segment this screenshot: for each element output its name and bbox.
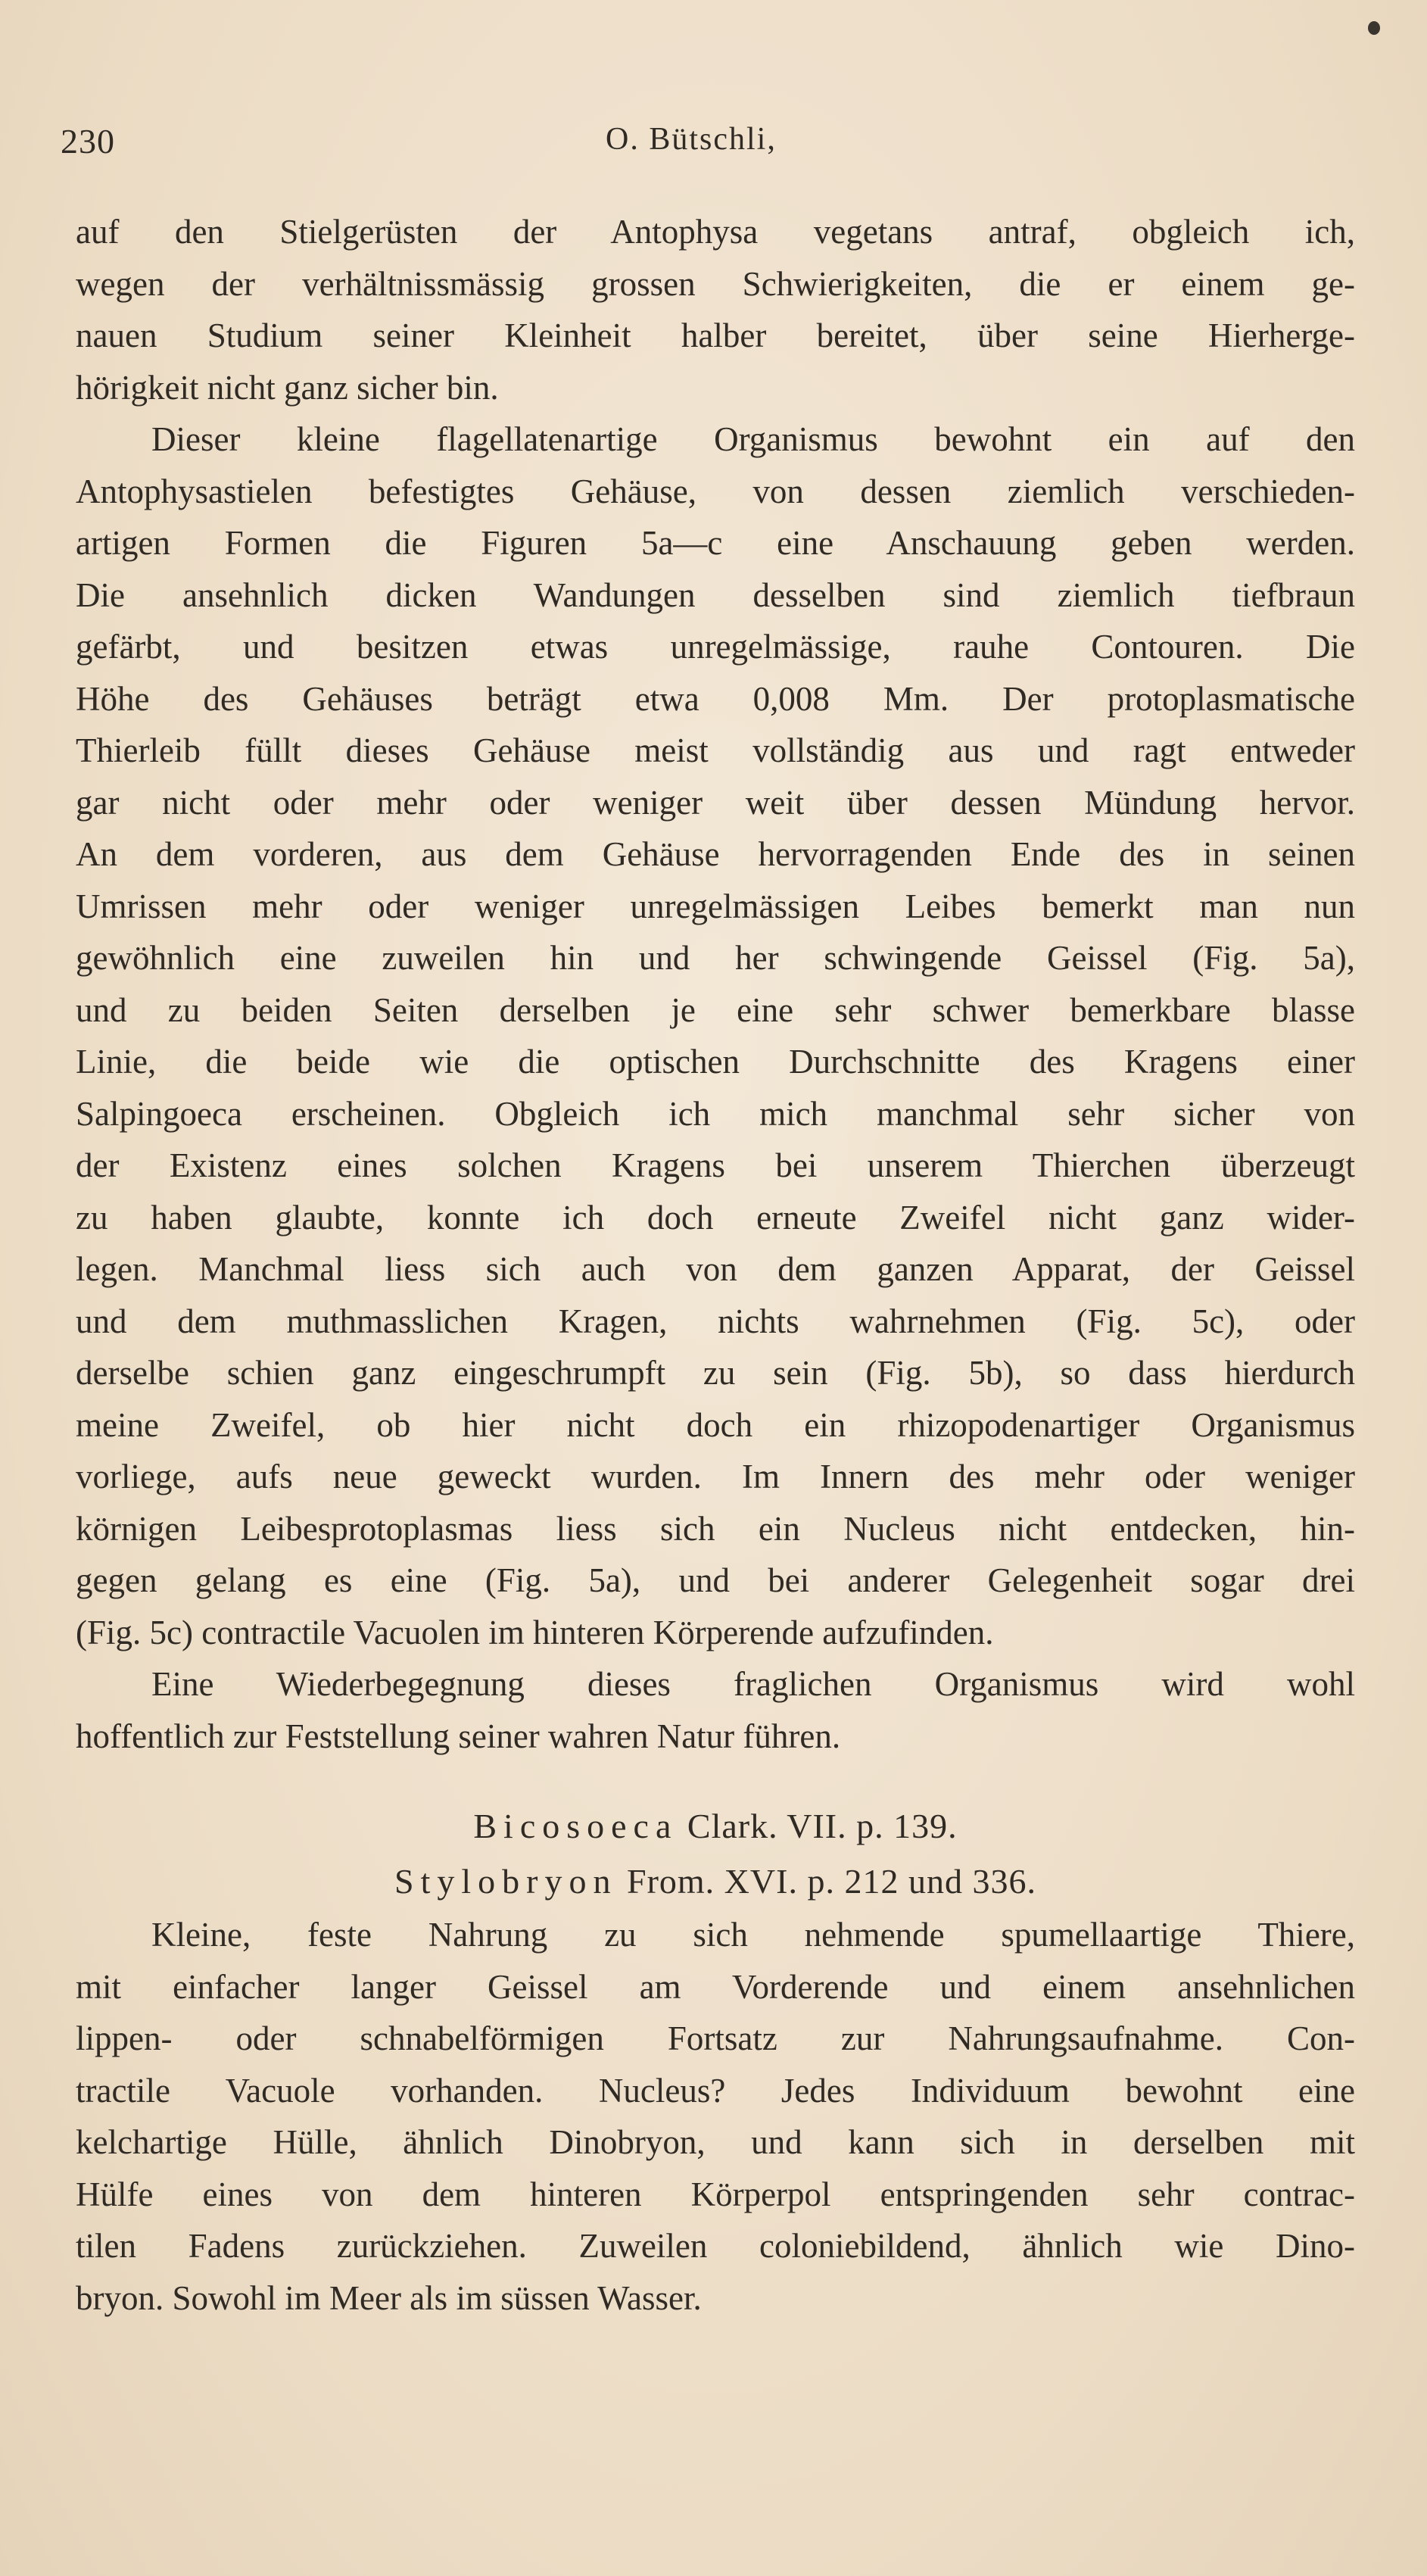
paragraph-3 <box>76 1658 1355 1762</box>
paragraph-1 <box>76 206 1355 413</box>
text-line: legen. Manchmal liess sich auch von dem ganzen Apparat, der Geissel <box>76 1250 1355 1288</box>
running-title: O. Bütschli, <box>606 122 777 157</box>
genus-name: Stylobryon <box>394 1862 618 1901</box>
text-line: tractile Vacuole vorhanden. Nucleus? Jedes Individuum bewohnt eine <box>76 2071 1355 2110</box>
genus-reference: From. XVI. p. 212 und 336. <box>627 1862 1036 1901</box>
body-text <box>76 206 1355 2324</box>
text-line: vorliege, aufs neue geweckt wurden. Im Innern des mehr oder weniger <box>76 1458 1355 1495</box>
text-line: (Fig. 5c) contractile Vacuolen im hinteren Körperende aufzufinden. <box>76 1613 994 1651</box>
text-line: Eine Wiederbegegnung dieses fraglichen Organismus wird wohl <box>151 1665 1355 1703</box>
text-line: Umrissen mehr oder weniger unregelmässigen Leibes bemerkt man nun <box>76 887 1355 925</box>
text-line: gewöhnlich eine zuweilen hin und her schwingende Geissel (Fig. 5a), <box>76 939 1355 977</box>
text-line: gegen gelang es eine (Fig. 5a), und bei anderer Gelegenheit sogar drei <box>76 1561 1355 1599</box>
paragraph-4 <box>76 1909 1355 2324</box>
text-line: Höhe des Gehäuses beträgt etwa 0,008 Mm. Der protoplasmatische <box>76 679 1355 718</box>
text-line: meine Zweifel, ob hier nicht doch ein rhizopodenartiger Organismus <box>76 1405 1355 1444</box>
section-heading-bicosoeca <box>76 1798 1355 1854</box>
text-line: zu haben glaubte, konnte ich doch erneute Zweifel nicht ganz wider- <box>76 1198 1355 1237</box>
text-line: der Existenz eines solchen Kragens bei unserem Thierchen überzeugt <box>76 1146 1355 1184</box>
text-line: und dem muthmasslichen Kragen, nichts wahrnehmen (Fig. 5c), oder <box>76 1302 1355 1340</box>
text-line: Die ansehnlich dicken Wandungen desselben sind ziemlich tiefbraun <box>76 575 1355 614</box>
section-spacer <box>76 1762 1355 1798</box>
genus-name: Bicosoeca <box>473 1807 678 1845</box>
text-line: hörigkeit nicht ganz sicher bin. <box>76 368 499 407</box>
text-line: hoffentlich zur Feststellung seiner wahren Natur führen. <box>76 1717 841 1755</box>
text-line: wegen der verhältnissmässig grossen Schwierigkeiten, die er einem ge- <box>76 264 1355 303</box>
text-line: Thierleib füllt dieses Gehäuse meist vollständig aus und ragt entweder <box>76 731 1355 769</box>
ink-dot <box>1368 21 1380 35</box>
text-line: Antophysastielen befestigtes Gehäuse, von dessen ziemlich verschieden- <box>76 472 1355 510</box>
running-head <box>61 121 1363 174</box>
text-line: derselbe schien ganz eingeschrumpft zu sein (Fig. 5b), so dass hierdurch <box>76 1354 1355 1392</box>
page-number: 230 <box>61 122 115 161</box>
text-line: Salpingoeca erscheinen. Obgleich ich mich manchmal sehr sicher von <box>76 1094 1355 1133</box>
text-line: und zu beiden Seiten derselben je eine sehr schwer bemerkbare blasse <box>76 990 1355 1029</box>
text-line: kelchartige Hülle, ähnlich Dinobryon, und kann sich in derselben mit <box>76 2123 1355 2161</box>
text-line: bryon. Sowohl im Meer als im süssen Wasser. <box>76 2278 702 2317</box>
text-line: Kleine, feste Nahrung zu sich nehmende spumellaartige Thiere, <box>151 1916 1355 1954</box>
text-line: Dieser kleine flagellatenartige Organismus bewohnt ein auf den <box>151 420 1355 458</box>
text-line: tilen Fadens zurückziehen. Zuweilen coloniebildend, ähnlich wie Dino- <box>76 2227 1355 2265</box>
section-heading-stylobryon <box>76 1854 1355 1909</box>
text-line: An dem vorderen, aus dem Gehäuse hervorragenden Ende des in seinen <box>76 835 1355 873</box>
text-line: Hülfe eines von dem hinteren Körperpol entspringenden sehr contrac- <box>76 2175 1355 2213</box>
text-line: gar nicht oder mehr oder weniger weit über dessen Mündung hervor. <box>76 783 1355 822</box>
text-line: auf den Stielgerüsten der Antophysa vegetans antraf, obgleich ich, <box>76 213 1355 251</box>
text-line: lippen- oder schnabelförmigen Fortsatz zur Nahrungsaufnahme. Con- <box>76 2019 1355 2057</box>
paragraph-2 <box>76 413 1355 1658</box>
text-line: körnigen Leibesprotoplasmas liess sich ein Nucleus nicht entdecken, hin- <box>76 1509 1355 1548</box>
text-line: mit einfacher langer Geissel am Vorderende und einem ansehnlichen <box>76 1967 1355 2006</box>
text-line: gefärbt, und besitzen etwas unregelmässige, rauhe Contouren. Die <box>76 628 1355 666</box>
text-line: Linie, die beide wie die optischen Durchschnitte des Kragens einer <box>76 1043 1355 1081</box>
text-line: artigen Formen die Figuren 5a—c eine Anschauung geben werden. <box>76 524 1355 562</box>
text-line: nauen Studium seiner Kleinheit halber bereitet, über seine Hierherge- <box>76 317 1355 354</box>
genus-reference: Clark. VII. p. 139. <box>687 1807 958 1845</box>
